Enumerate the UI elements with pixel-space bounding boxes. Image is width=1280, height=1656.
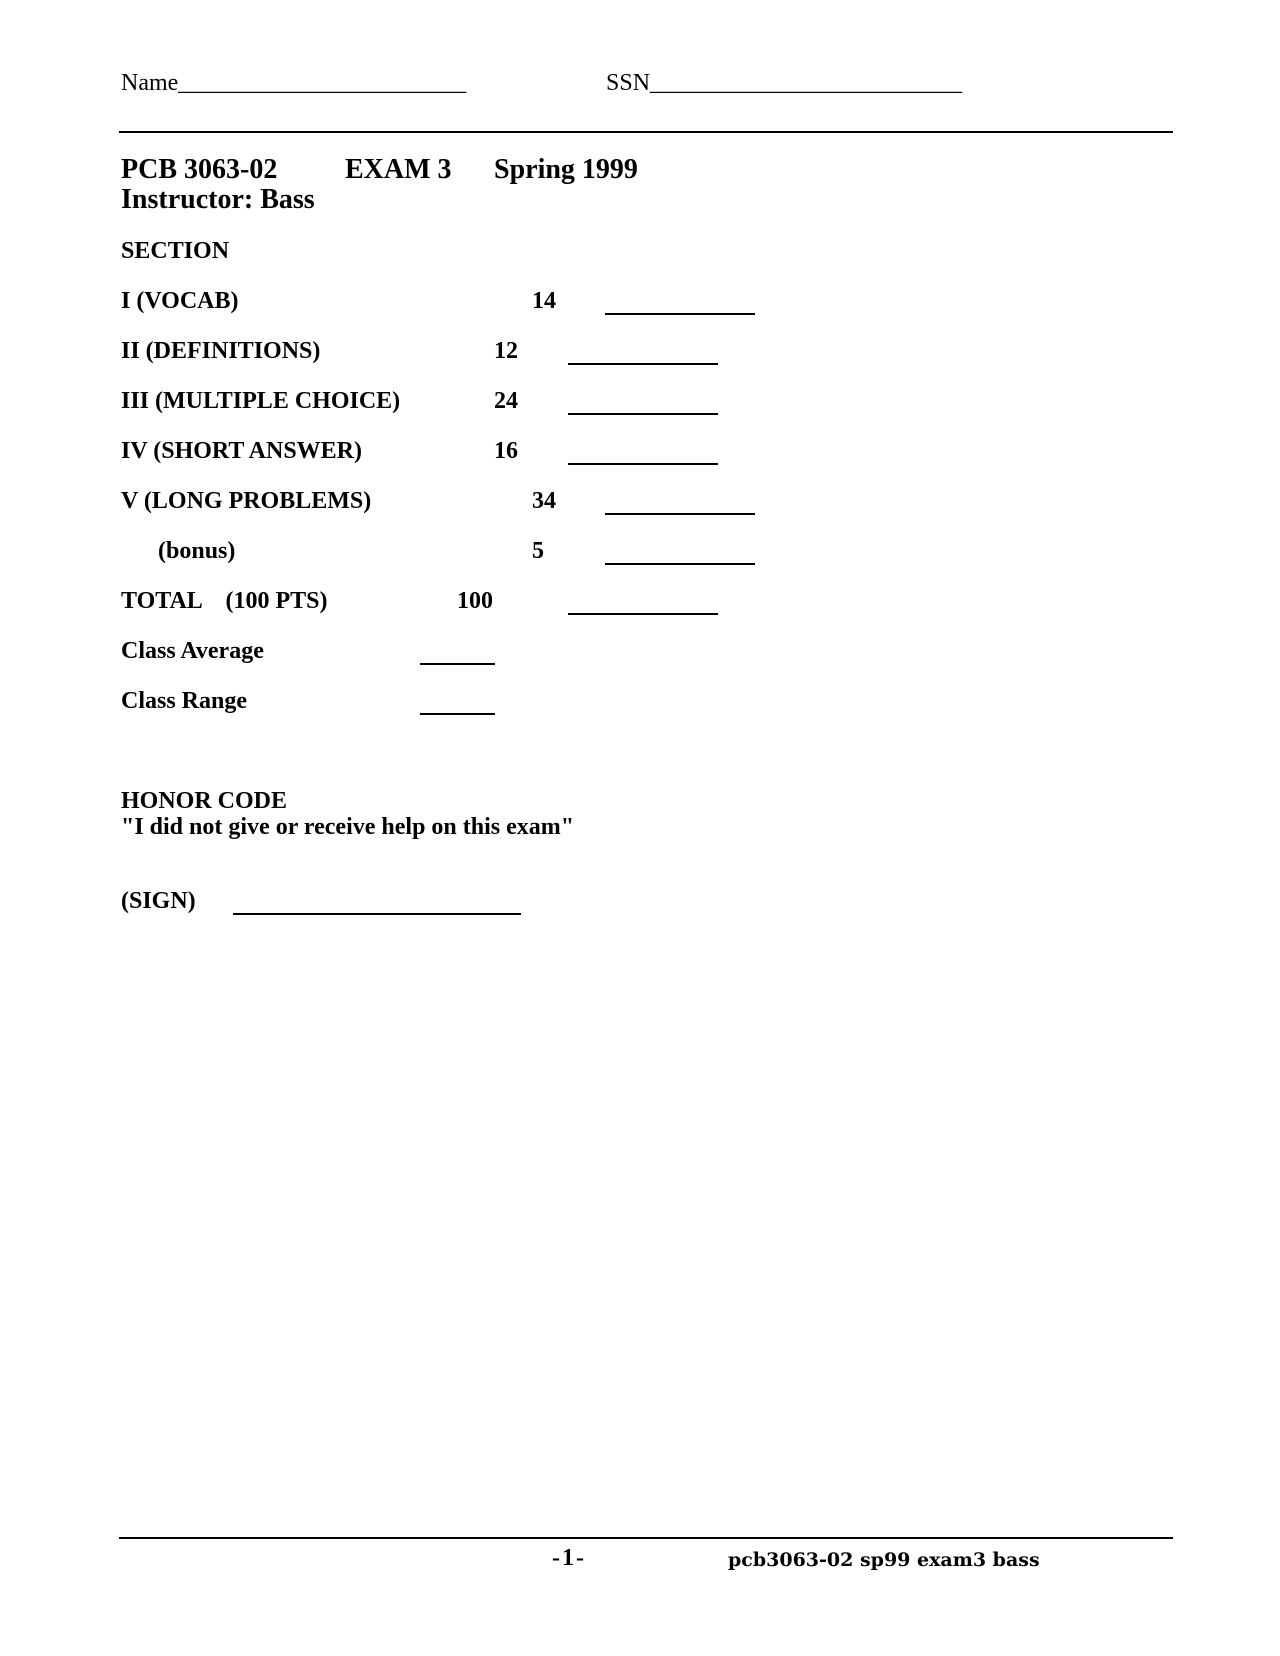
score-blank[interactable] [605,513,755,515]
exam-number: EXAM 3 [345,154,452,185]
name-field[interactable]: Name________________________ [121,70,467,96]
document-id: pcb3063-02 sp99 exam3 bass [728,1549,1040,1571]
footer-divider [119,1537,1173,1539]
total-points: 100 [457,588,493,614]
honor-code-quote: "I did not give or receive help on this exam" [121,814,575,840]
class-average-label: Class Average [121,638,264,664]
section-points: 5 [532,538,544,564]
class-average-blank[interactable] [420,663,495,665]
total-score-blank[interactable] [568,613,718,615]
section-points: 14 [532,288,556,314]
header-divider [119,131,1173,133]
score-blank[interactable] [605,563,755,565]
sign-label: (SIGN) [121,888,196,914]
section-points: 16 [494,438,518,464]
page-number: -1- [552,1545,586,1571]
course-code: PCB 3063-02 [121,154,278,185]
class-range-blank[interactable] [420,713,495,715]
section-heading: SECTION [121,238,230,264]
score-blank[interactable] [568,363,718,365]
score-blank[interactable] [605,313,755,315]
section-label: III (MULTIPLE CHOICE) [121,388,401,414]
exam-term: Spring 1999 [494,154,638,185]
section-label: I (VOCAB) [121,288,239,314]
total-label: TOTAL (100 PTS) [121,588,328,614]
section-points: 34 [532,488,556,514]
signature-blank[interactable] [233,913,521,915]
ssn-field[interactable]: SSN__________________________ [606,70,963,96]
section-points: 12 [494,338,518,364]
class-range-label: Class Range [121,688,248,714]
section-label: II (DEFINITIONS) [121,338,321,364]
section-label: (bonus) [158,538,236,564]
honor-code-heading: HONOR CODE [121,788,288,814]
section-label: IV (SHORT ANSWER) [121,438,362,464]
score-blank[interactable] [568,463,718,465]
instructor-name: Instructor: Bass [121,184,315,215]
section-label: V (LONG PROBLEMS) [121,488,372,514]
section-points: 24 [494,388,518,414]
score-blank[interactable] [568,413,718,415]
